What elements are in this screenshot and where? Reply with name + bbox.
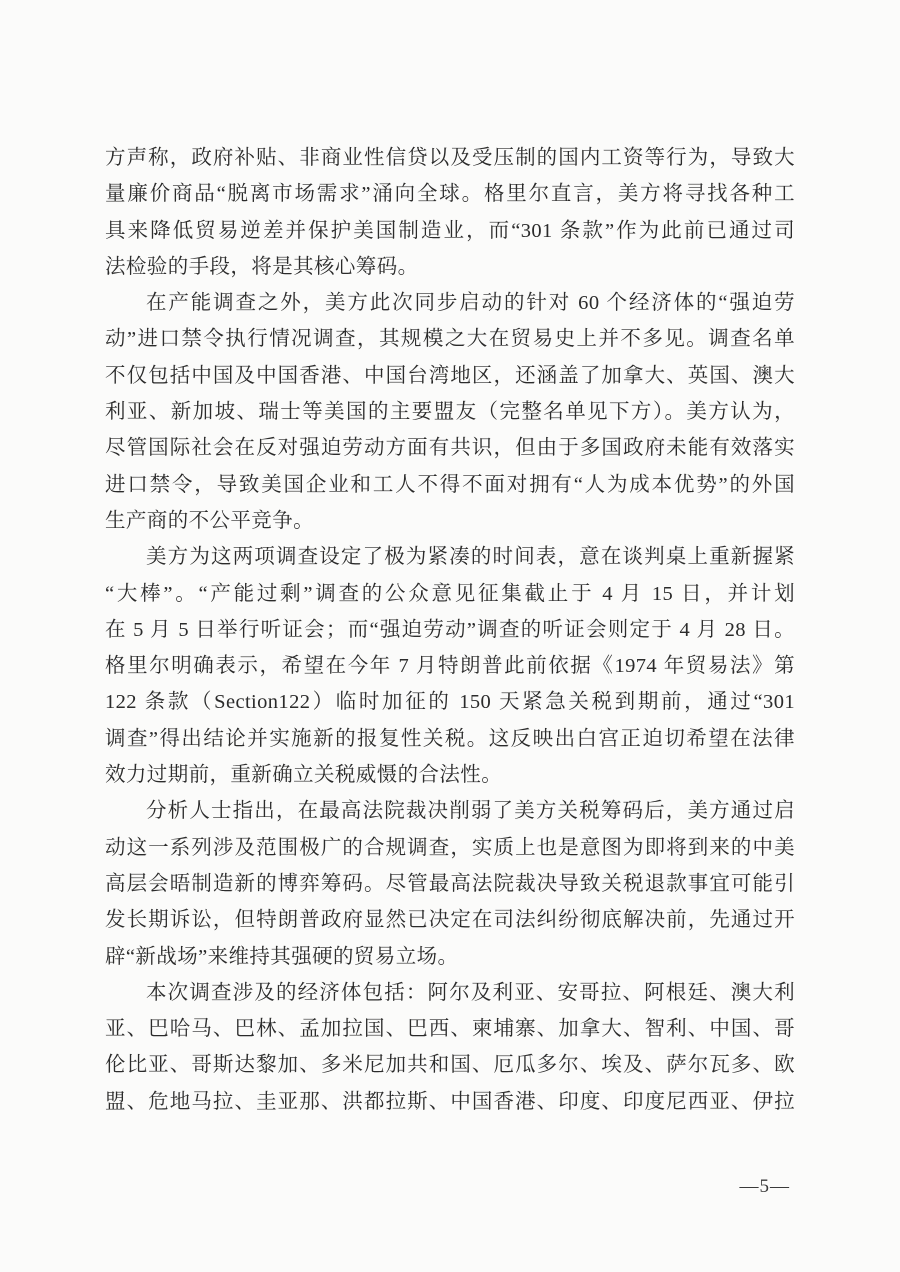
text-line: 高层会晤制造新的博弈筹码。尽管最高法院裁决导致关税退款事宜可能引 [105,872,795,895]
text-line: 具来降低贸易逆差并保护美国制造业，而“301 条款”作为此前已通过司 [105,219,795,242]
text-line: 本次调查涉及的经济体包括：阿尔及利亚、安哥拉、阿根廷、澳大利 [146,981,795,1004]
text-line: 进口禁令，导致美国企业和工人不得不面对拥有“人为成本优势”的外国 [105,473,795,496]
text-line: 辟“新战场”来维持其强硬的贸易立场。 [105,945,459,968]
page-number: —5— [739,1176,790,1197]
text-line: 法检验的手段，将是其核心筹码。 [105,255,419,278]
text-line: 盟、危地马拉、圭亚那、洪都拉斯、中国香港、印度、印度尼西亚、伊拉 [105,1090,795,1113]
text-line: 动”进口禁令执行情况调查，其规模之大在贸易史上并不多见。调查名单 [105,328,795,351]
text-line: 调查”得出结论并实施新的报复性关税。这反映出白宫正迫切希望在法律 [105,727,795,750]
text-line: 尽管国际社会在反对强迫劳动方面有共识，但由于多国政府未能有效落实 [105,437,795,460]
text-line: 发长期诉讼，但特朗普政府显然已决定在司法纠纷彻底解决前，先通过开 [105,909,795,932]
text-line: 生产商的不公平竞争。 [105,509,314,532]
text-line: 方声称，政府补贴、非商业性信贷以及受压制的国内工资等行为，导致大 [105,147,795,169]
text-line: 动这一系列涉及范围极广的合规调查，实质上也是意图为即将到来的中美 [105,836,795,859]
text-line: 量廉价商品“脱离市场需求”涌向全球。格里尔直言，美方将寻找各种工 [105,183,795,206]
text-line: 在产能调查之外，美方此次同步启动的针对 60 个经济体的“强迫劳 [146,292,795,315]
text-line: 122 条款（Section122）临时加征的 150 天紧急关税到期前，通过“301 [105,691,795,714]
text-line: 不仅包括中国及中国香港、中国台湾地区，还涵盖了加拿大、英国、澳大 [105,364,795,387]
text-line: 格里尔明确表示，希望在今年 7 月特朗普此前依据《1974 年贸易法》第 [105,655,795,678]
document-body [105,140,795,1120]
text-line: 效力过期前，重新确立关税威慑的合法性。 [105,764,503,787]
text-line: 美方为这两项调查设定了极为紧凑的时间表，意在谈判桌上重新握紧 [146,546,795,569]
text-line: 伦比亚、哥斯达黎加、多米尼加共和国、厄瓜多尔、埃及、萨尔瓦多、欧 [105,1054,795,1077]
text-line: 亚、巴哈马、巴林、孟加拉国、巴西、柬埔寨、加拿大、智利、中国、哥 [105,1018,795,1041]
text-line: 分析人士指出，在最高法院裁决削弱了美方关税筹码后，美方通过启 [146,800,795,823]
text-line: 利亚、新加坡、瑞士等美国的主要盟友（完整名单见下方）。美方认为， [105,401,795,424]
text-line: 在 5 月 5 日举行听证会；而“强迫劳动”调查的听证会则定于 4 月 28 日。 [105,618,795,641]
text-line: “大棒”。“产能过剩”调查的公众意见征集截止于 4 月 15 日，并计划 [105,582,795,605]
